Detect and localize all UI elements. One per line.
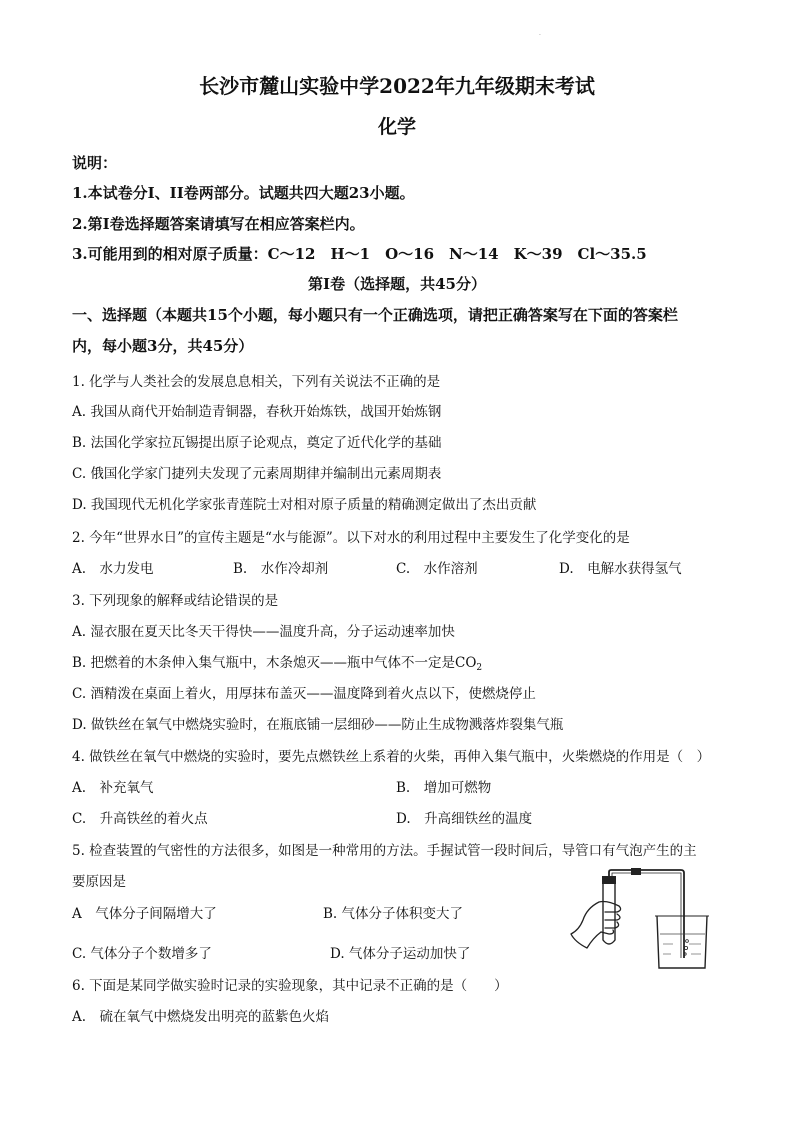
q4-option-a: A. 补充氧气 xyxy=(72,780,154,796)
q4-stem: 4. 做铁丝在氧气中燃烧的实验时，要先点燃铁丝上系着的火柴，再伸入集气瓶中，火柴燃烧的作用是（ ） xyxy=(72,749,711,765)
note-item-1: 1.本试卷分I、II卷两部分。试题共四大题23小题。 xyxy=(72,184,415,202)
q4-option-b: B. 增加可燃物 xyxy=(396,780,492,796)
note-item-3: 3.可能用到的相对原子质量：C～12 H～1 O～16 N～14 K～39 Cl～35.5 xyxy=(72,245,647,263)
note-item-2: 2.第I卷选择题答案请填写在相应答案栏内。 xyxy=(72,215,365,233)
q5-option-b: B. 气体分子体积变大了 xyxy=(323,906,464,922)
subject-title: 化学 xyxy=(377,116,416,138)
q5-stem-line1: 5. 检查装置的气密性的方法很多，如图是一种常用的方法。手握试管一段时间后，导管口有气泡产生的主 xyxy=(72,843,697,859)
beaker xyxy=(657,916,707,968)
part1-heading: 第I卷（选择题，共45分） xyxy=(308,275,486,293)
q6-stem: 6. 下面是某同学做实验时记录的实验现象，其中记录不正确的是（ ） xyxy=(72,978,508,994)
notes-label: 说明： xyxy=(72,154,118,172)
q2-option-d: D. 电解水获得氢气 xyxy=(559,561,682,577)
q3-stem: 3. 下列现象的解释或结论错误的是 xyxy=(72,593,279,609)
section-instructions-line2: 内，每小题3分，共45分） xyxy=(72,337,254,355)
bubble xyxy=(684,953,686,955)
q6-option-a: A. 硫在氧气中燃烧发出明亮的蓝紫色火焰 xyxy=(72,1009,330,1025)
q3-option-d: D. 做铁丝在氧气中燃烧实验时，在瓶底铺一层细砂——防止生成物溅落炸裂集气瓶 xyxy=(72,717,564,733)
q3-option-b xyxy=(72,651,482,673)
q3-option-c: C. 酒精泼在桌面上着火，用厚抹布盖灭——温度降到着火点以下，使燃烧停止 xyxy=(72,686,536,702)
tube-connector xyxy=(631,868,641,875)
q2-option-a: A. 水力发电 xyxy=(72,561,154,577)
q1-option-a: A. 我国从商代开始制造青铜器，春秋开始炼铁，战国开始炼钢 xyxy=(72,404,442,420)
q4-option-c: C. 升高铁丝的着火点 xyxy=(72,811,208,827)
bubble xyxy=(686,940,689,943)
q3-option-a: A. 湿衣服在夏天比冬天干得快——温度升高，分子运动速率加快 xyxy=(72,624,455,640)
q3-option-b-text: B. 把燃着的木条伸入集气瓶中，木条熄灭——瓶中气体不一定是CO xyxy=(72,655,477,671)
rubber-stopper xyxy=(602,876,616,884)
q2-stem: 2. 今年“世界水日”的宣传主题是“水与能源”。以下对水的利用过程中主要发生了化学变化的是 xyxy=(72,530,630,546)
q1-option-c: C. 俄国化学家门捷列夫发现了元素周期律并编制出元素周期表 xyxy=(72,466,442,482)
test-tube xyxy=(603,884,615,944)
q2-option-c: C. 水作溶剂 xyxy=(396,561,478,577)
q5-stem-line2: 要原因是 xyxy=(72,874,126,890)
q1-option-d: D. 我国现代无机化学家张青莲院士对相对原子质量的精确测定做出了杰出贡献 xyxy=(72,497,537,513)
q5-option-a: A 气体分子间隔增大了 xyxy=(72,906,217,922)
q4-option-d: D. 升高细铁丝的温度 xyxy=(396,811,533,827)
q2-option-b: B. 水作冷却剂 xyxy=(233,561,329,577)
airtightness-apparatus-figure xyxy=(565,868,715,973)
q1-option-b: B. 法国化学家拉瓦锡提出原子论观点，奠定了近代化学的基础 xyxy=(72,435,442,451)
hand-icon xyxy=(571,902,621,949)
q5-option-d: D. 气体分子运动加快了 xyxy=(330,946,471,962)
delivery-tube xyxy=(609,870,684,958)
co2-subscript: 2 xyxy=(476,663,483,673)
q1-stem: 1. 化学与人类社会的发展息息相关，下列有关说法不正确的是 xyxy=(72,374,441,390)
exam-title: 长沙市麓山实验中学2022年九年级期末考试 xyxy=(199,74,595,98)
scan-dot: · xyxy=(539,32,541,39)
section-instructions-line1: 一、选择题（本题共15个小题，每小题只有一个正确选项，请把正确答案写在下面的答案栏 xyxy=(72,306,678,324)
q5-option-c: C. 气体分子个数增多了 xyxy=(72,946,212,962)
